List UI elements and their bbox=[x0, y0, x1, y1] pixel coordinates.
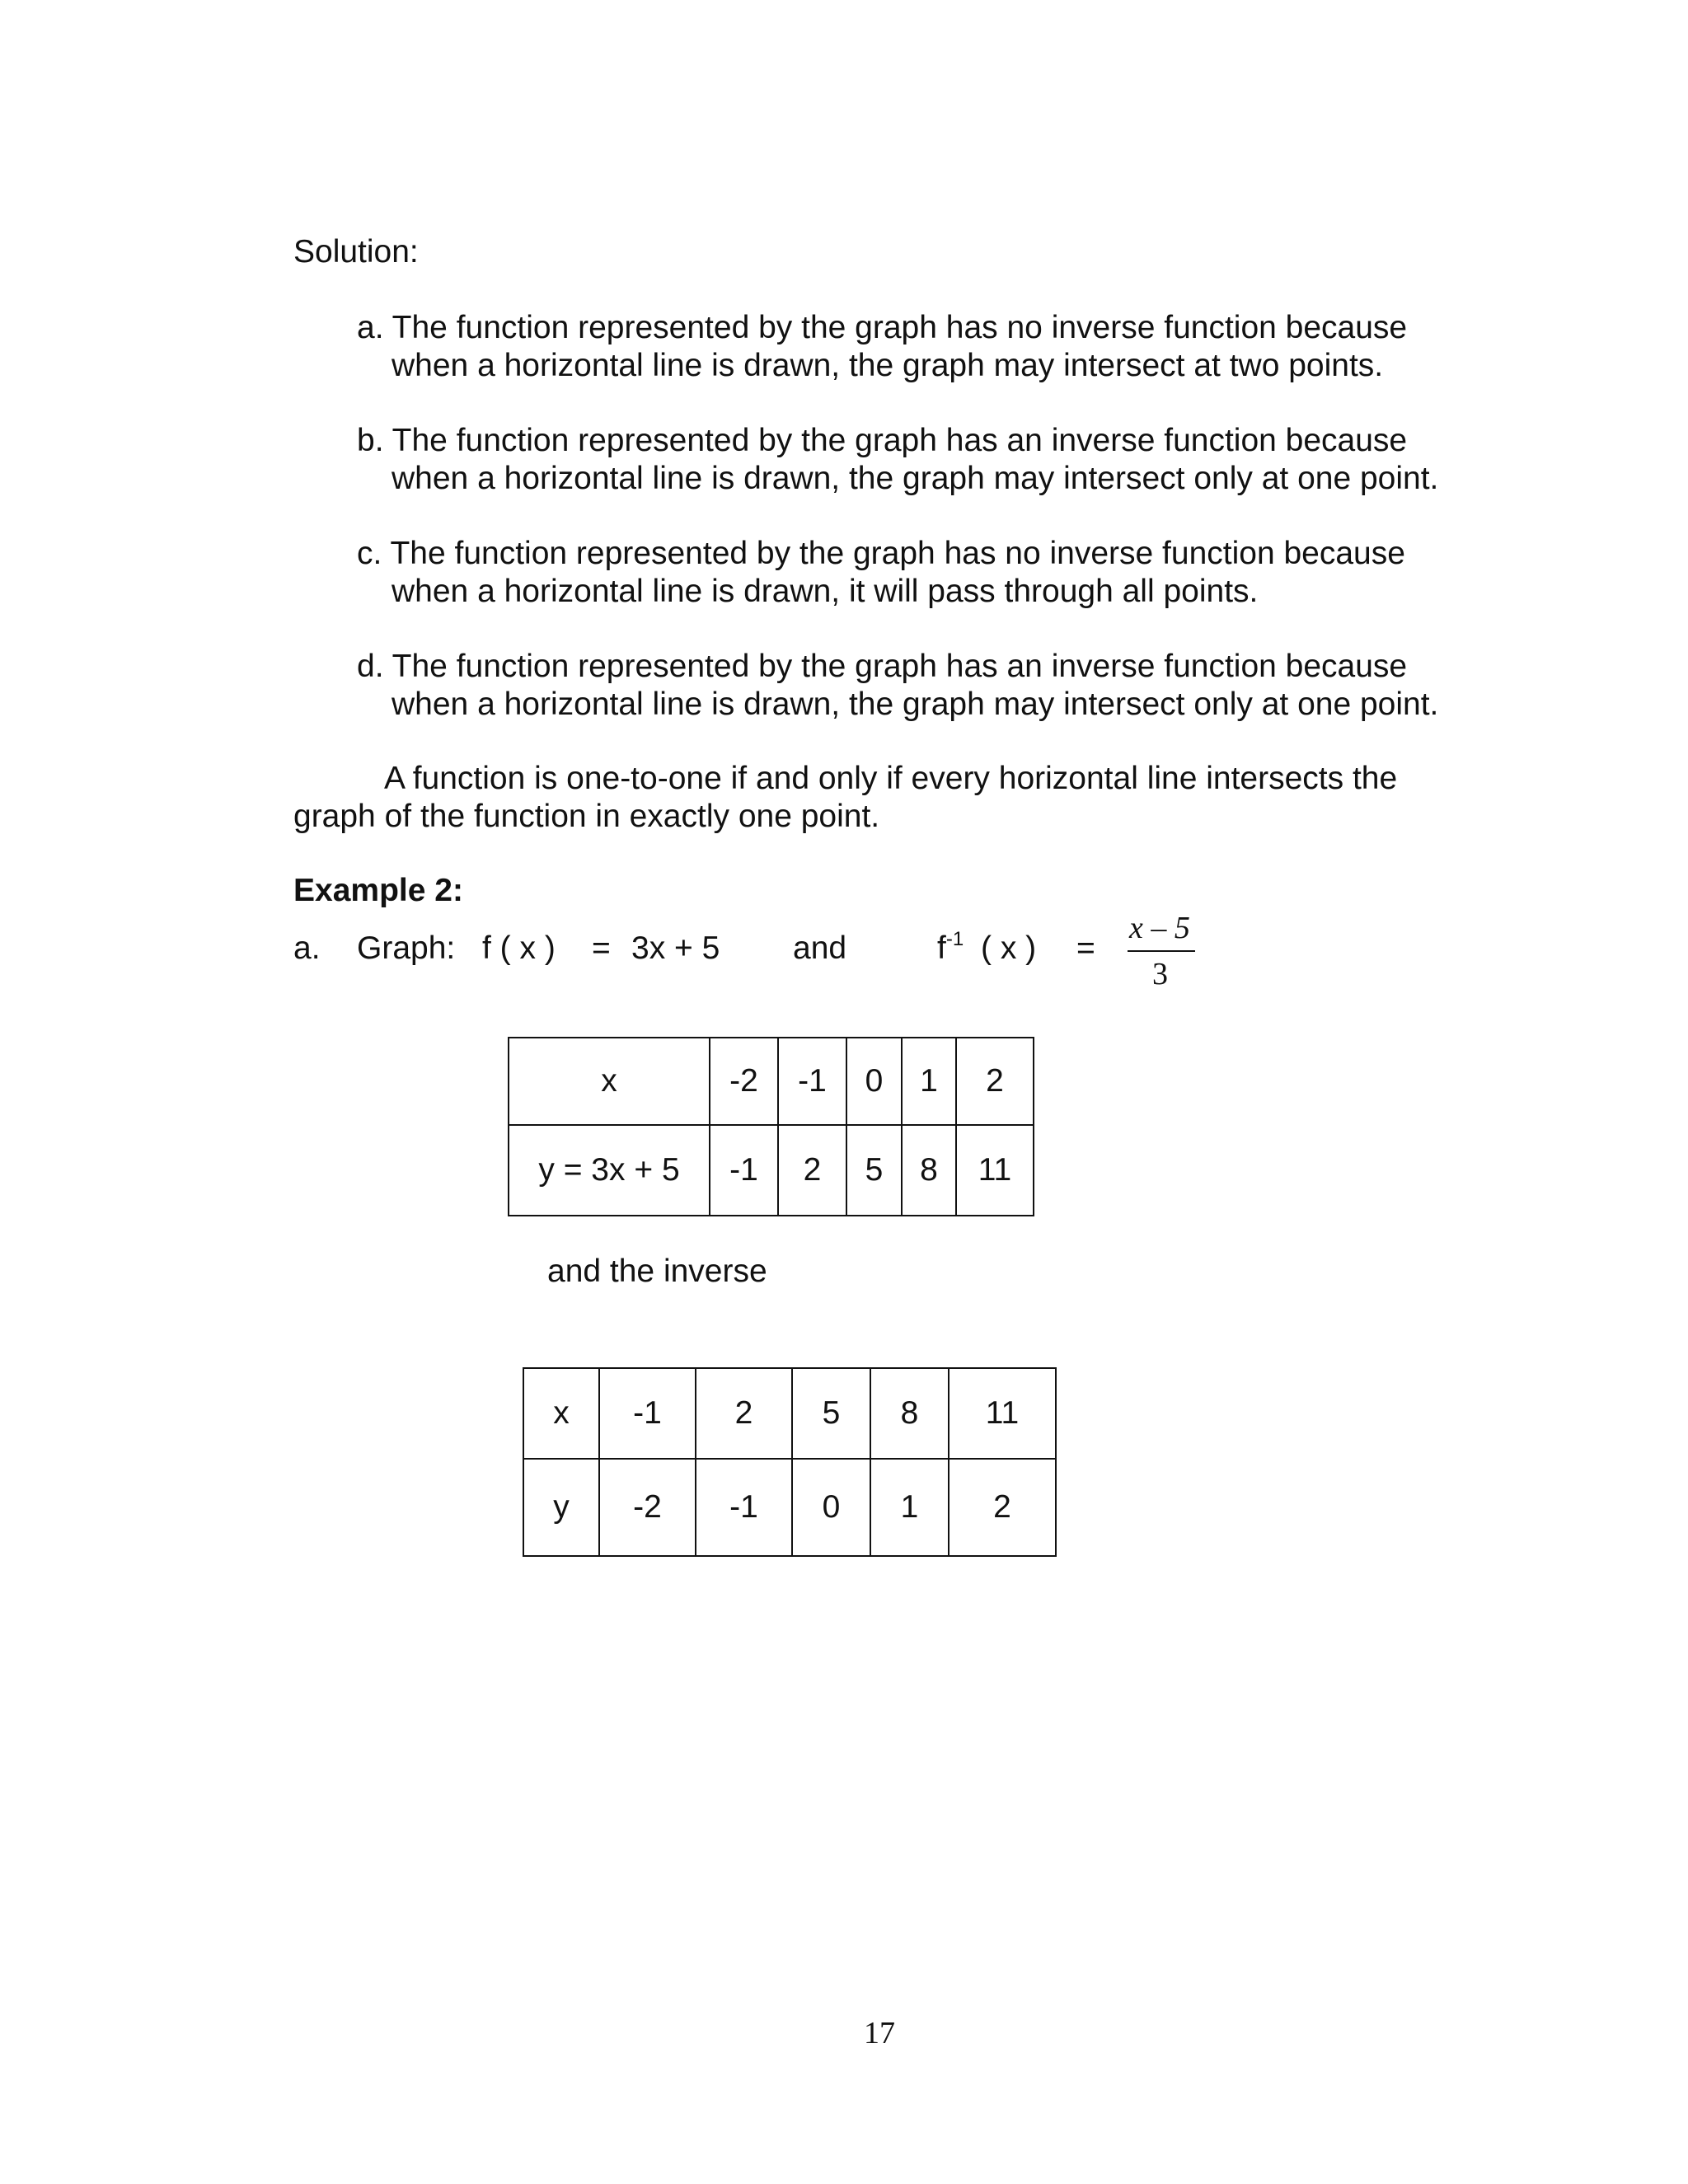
answer-b-line1: b. The function represented by the graph has an inverse function because bbox=[357, 423, 1408, 458]
finv-argument: ( x ) bbox=[981, 930, 1037, 966]
table-cell: 8 bbox=[902, 1125, 956, 1216]
example-label: a. bbox=[293, 930, 321, 966]
table-row bbox=[509, 1038, 1034, 1125]
equals-sign: = bbox=[592, 930, 611, 966]
table-cell: 11 bbox=[949, 1368, 1056, 1459]
table-cell: 1 bbox=[902, 1038, 956, 1125]
answer-b-line2: when a horizontal line is drawn, the graph may intersect only at one point. bbox=[392, 461, 1439, 496]
f-expression: f ( x ) bbox=[482, 930, 556, 966]
answer-a-line1: a. The function represented by the graph has no inverse function because bbox=[357, 310, 1408, 345]
finv-superscript: -1 bbox=[945, 928, 964, 950]
table-cell: 2 bbox=[778, 1125, 846, 1216]
table-function bbox=[508, 1037, 1034, 1216]
finv-expression bbox=[937, 930, 964, 972]
finv-name: f bbox=[937, 930, 946, 966]
example-title: Example 2: bbox=[293, 873, 463, 908]
f-rhs: 3x + 5 bbox=[631, 930, 720, 966]
table-cell: x bbox=[523, 1368, 599, 1459]
definition-line1: A function is one-to-one if and only if every horizontal line intersects the bbox=[384, 761, 1398, 796]
fraction-denominator: 3 bbox=[1152, 957, 1168, 991]
definition-line2: graph of the function in exactly one point. bbox=[293, 799, 880, 834]
table-cell: y bbox=[523, 1459, 599, 1556]
solution-heading: Solution: bbox=[293, 234, 419, 269]
table-cell: -2 bbox=[710, 1038, 778, 1125]
table-cell: 5 bbox=[846, 1125, 902, 1216]
table-inverse bbox=[523, 1367, 1057, 1557]
fraction-numerator: x – 5 bbox=[1129, 911, 1190, 945]
table-cell: 0 bbox=[792, 1459, 870, 1556]
answer-a-line2: when a horizontal line is drawn, the graph may intersect at two points. bbox=[392, 348, 1384, 383]
fraction-bar bbox=[1128, 950, 1195, 952]
answer-c-line2: when a horizontal line is drawn, it will pass through all points. bbox=[392, 574, 1259, 609]
and-word: and bbox=[793, 930, 847, 966]
table-cell: 11 bbox=[956, 1125, 1034, 1216]
table-row bbox=[509, 1125, 1034, 1216]
table-row bbox=[523, 1368, 1056, 1459]
table-cell: 0 bbox=[846, 1038, 902, 1125]
answer-c-line1: c. The function represented by the graph has no inverse function because bbox=[357, 536, 1405, 571]
answer-d-line1: d. The function represented by the graph has an inverse function because bbox=[357, 649, 1408, 684]
answer-d-line2: when a horizontal line is drawn, the graph may intersect only at one point. bbox=[392, 687, 1439, 722]
inverse-label: and the inverse bbox=[547, 1254, 767, 1289]
table-cell: -1 bbox=[696, 1459, 792, 1556]
table-cell: 5 bbox=[792, 1368, 870, 1459]
table-cell: 2 bbox=[956, 1038, 1034, 1125]
table-cell: y = 3x + 5 bbox=[509, 1125, 710, 1216]
graph-label: Graph: bbox=[357, 930, 456, 966]
table-cell: -2 bbox=[599, 1459, 696, 1556]
table-cell: -1 bbox=[710, 1125, 778, 1216]
table-cell: 8 bbox=[870, 1368, 949, 1459]
finv-equals: = bbox=[1076, 930, 1095, 966]
table-cell: x bbox=[509, 1038, 710, 1125]
table-cell: -1 bbox=[778, 1038, 846, 1125]
table-cell: 2 bbox=[949, 1459, 1056, 1556]
table-cell: 2 bbox=[696, 1368, 792, 1459]
table-cell: -1 bbox=[599, 1368, 696, 1459]
table-cell: 1 bbox=[870, 1459, 949, 1556]
page-number: 17 bbox=[864, 2016, 895, 2050]
table-row bbox=[523, 1459, 1056, 1556]
